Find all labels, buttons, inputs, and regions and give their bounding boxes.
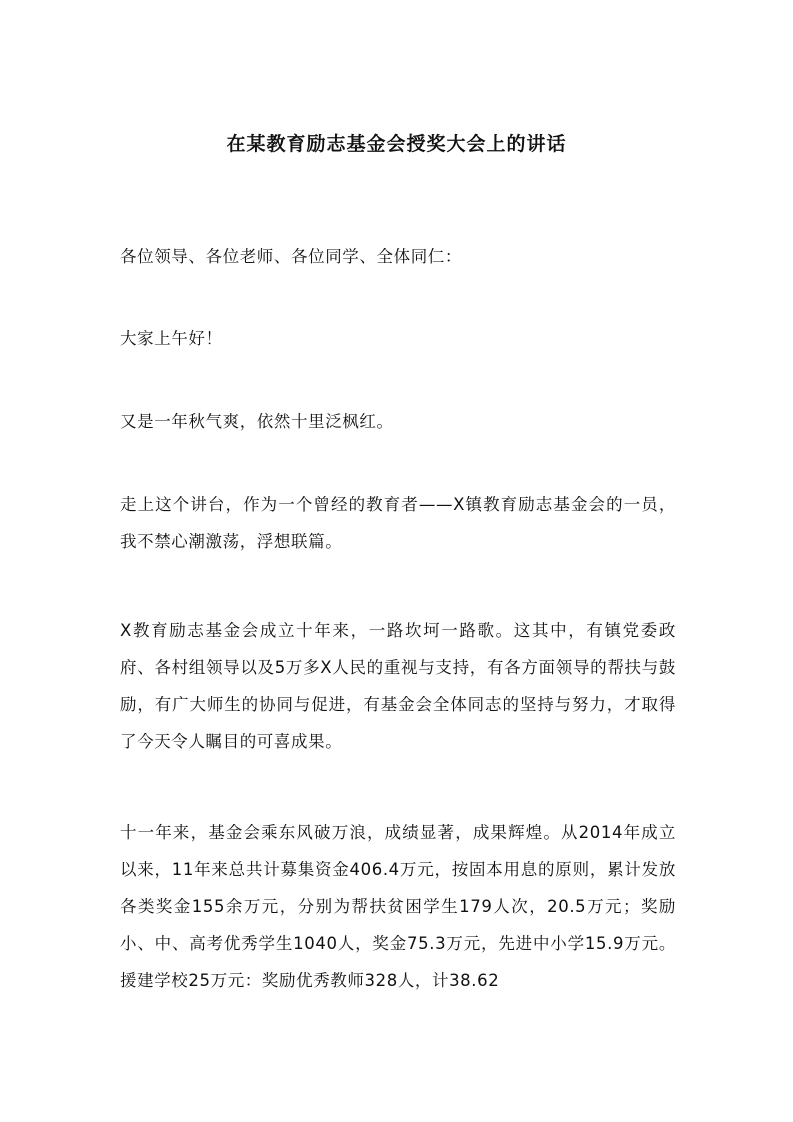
greeting-paragraph: 大家上午好！ (120, 329, 223, 348)
achievements-paragraph: 十一年来，基金会乘东风破万浪，成绩显著，成果辉煌。从2014年成立以来，11年来总共计募集资金406.4万元，按固本用息的原则，累计发放各类奖金155余万元，分别为帮扶贫困学生179人次，20.5万元；奖励小、中、高考优秀学生1040人，奖金75.3万元，先进中小学15.9万元。援建学校25万元：奖励优秀教师328人，计38.62 (120, 823, 676, 990)
document-title: 在某教育励志基金会授奖大会上的讲话 (226, 133, 567, 155)
salutation-paragraph: 各位领导、各位老师、各位同学、全体同仁： (120, 247, 462, 266)
foundation-history-paragraph: X教育励志基金会成立十年来，一路坎坷一路歌。这其中，有镇党委政府、各村组领导以及5万多X人民的重视与支持，有各方面领导的帮扶与鼓励，有广大师生的协同与促进，有基金会全体同志的坚持与努力，才取得了今天令人瞩目的可喜成果。 (120, 621, 676, 751)
introduction-paragraph: 走上这个讲台，作为一个曾经的教育者——X镇教育励志基金会的一员，我不禁心潮激荡，浮想联篇。 (120, 495, 676, 551)
opening-line-paragraph: 又是一年秋气爽，依然十里泛枫红。 (120, 412, 394, 431)
